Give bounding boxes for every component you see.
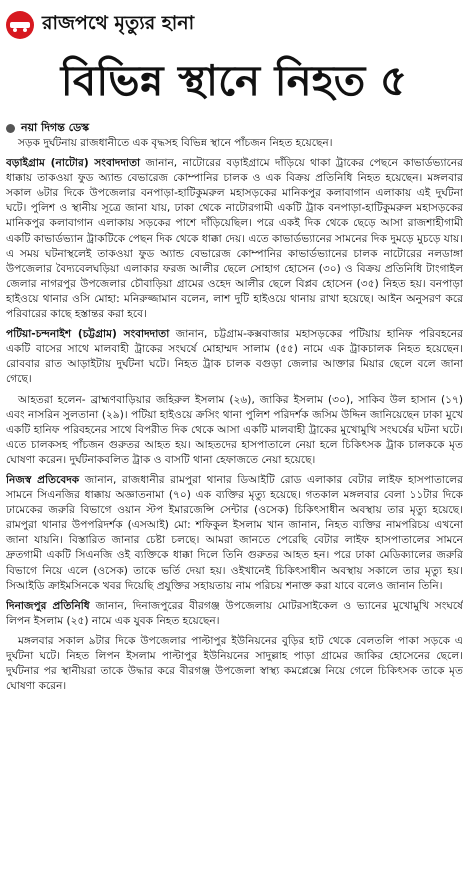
- paragraph-text: মঙ্গলবার সকাল ৯টার দিকে উপজেলার পাল্টাপুর ইউনিয়নের বুড়ির হাট থেকে বেলতলি পাকা সড়কে এ দুর্ঘটনা ঘটে। নিহত লিপন ইসলাম পাল্টাপুর ইউনিয়নের সাদুল্লাহ পাড়া গ্রামের জাকির হোসেনের ছেলে। দুর্ঘটনার পর স্থানীয়রা তাকে উদ্ধার করে বীরগঞ্জ উপজেলা স্বাস্থ্য কমপ্লেক্সে নিয়ে গেলে চিকিৎসক তাকে মৃত ঘোষণা করেন।: [6, 634, 463, 693]
- paragraph-text: জানান, রাজধানীর রামপুরা থানার ডিআইটি রোড এলাকার বেটার লাইফ হাসপাতালের সামনে সিএনজির ধাক্কায় অজ্ঞাতনামা (৭০) এক ব্যক্তির মৃত্যু হয়েছে। গতকাল মঙ্গলবার বেলা ১১টার দিকে ঢামেকের জরুরি বিভাগে ওয়ান স্টপ ইমারজেন্সি সেন্টার (ওসেক) চিকিৎসাধীন অবস্থায় তার মৃত্যু হয়েছে। রামপুরা থানার উপপরিদর্শক (এসআই) মো: শফিকুল ইসলাম খান জানান, নিহত ব্যক্তির নামপরিচয় এখনো জানা যায়নি। বিস্তারিত জানার চেষ্টা চলছে। আমরা জানতে পেরেছি বেটার লাইফ হাসপাতালের সামনে দ্রুতগামী একটি সিএনজি ওই ব্যক্তিকে ধাক্কা দিলে তিনি গুরুতর আহত হন। পরে ঢাকা মেডিক্যালের জরুরি বিভাগে নিয়ে এলে (ওসেক) তাকে ভর্তি দেয়া হয়। ওইখানেই চিকিৎসাধীন অবস্থায় সকালে তার মৃত্যু হয়। সিআইডি ক্রাইমসিনকে খবর দিয়েছি প্রযুক্তির সহায়তায় নাম পরিচয় শনাক্ত করা যাবে বলেও জানান তিনি।: [6, 473, 463, 592]
- article-paragraph: [6, 393, 463, 468]
- paragraph-lead: দিনাজপুর প্রতিনিধি: [6, 599, 90, 612]
- paragraph-text: জানান, নাটোরের বড়াইগ্রামে দাঁড়িয়ে থাকা ট্রাকের পেছনে কাভার্ডভ্যানের ধাক্কায় তাকওয়া ফুড অ্যান্ড বেভারেজ কোম্পানির চালক ও এক বিক্রয় প্রতিনিধি নিহত হয়েছেন। মঙ্গলবার সকাল ৬টার দিকে উপজেলার বনপাড়া-হাটিকুমরুল মহাসড়কের মানিকপুর কলাবাগান এলাকায় এই দুর্ঘটনা ঘটে। পুলিশ ও স্থানীয় সূত্রে জানা যায়, ঢাকা থেকে নাটোরগামী একটি ট্রাক বনপাড়া-হাটিকুমরুল মহাসড়কের মানিকপুর কলাবাগান এলাকায় সড়কের পাশে দাঁড়িয়েছিল। পরে একই দিক থেকে ছেড়ে আসা রাজশাহীগামী একটি কাভার্ডভ্যান ট্রাকটিকে পেছন দিক থেকে ধাক্কা দেয়। এতে কাভার্ডভ্যানের সামনের দিক দুমড়ে মুচড়ে যায়। এ সময় ঘটনাস্থলেই তাকওয়া ফুড অ্যান্ড বেভারেজ কোম্পানির কাভার্ডভ্যানের চালক নাটোরের নলডাঙ্গা উপজেলার বৈদ্যবেলঘড়িয়া এলাকার ফরজ আলীর ছেলে সোহাগ হোসেন (৩০) ও বিক্রয় প্রতিনিধি টাংগাইল জেলার নাগরপুর উপজেলার চৌবাড়িয়া গ্রামের ওহেদ আলীর ছেলে বিপ্লব হোসেন (৩৫) নিহত হয়। বনপাড়া হাইওয়ে থানার ওসি মোহা: মনিরুজ্জামান বলেন, লাশ দুটি হাইওয়ে থানায় রাখা হয়েছে। আইন অনুসরণ করে পরিবারের কাছে হস্তান্তর করা হবে।: [6, 157, 463, 321]
- headline: বিভিন্ন স্থানে নিহত ৫: [60, 56, 408, 105]
- car-crash-icon: [6, 11, 34, 39]
- paragraph-lead: বড়াইগ্রাম (নাটোর) সংবাদদাতা: [6, 157, 141, 170]
- byline-text: নয়া দিগন্ত ডেস্ক: [21, 121, 90, 135]
- article-paragraph: [6, 599, 463, 629]
- byline: [6, 120, 463, 136]
- paragraph-text: জানান, চট্টগ্রাম-কক্সবাজার মহাসড়কের পটিয়ায় হানিফ পরিবহনের একটি বাসের সাথে মালবাহী ট্রাকের সংঘর্ষে মোহাম্মদ সালাম (৫৫) নামে এক ট্রাকচালক নিহত হয়েছেন। রোববার রাত আড়াইটায় দুর্ঘটনা ঘটে। নিহত ট্রাক চালক বগুড়া জেলার আক্তার মিয়ার ছেলে বলে জানা গেছে।: [6, 328, 463, 386]
- article-body: [6, 120, 463, 872]
- intro-paragraph: [6, 136, 463, 151]
- article-paragraph: [6, 473, 463, 594]
- bullet-icon: [6, 124, 15, 133]
- paragraph-lead: পটিয়া-চন্দনাইশ (চট্টগ্রাম) সংবাদদাতা: [6, 328, 170, 341]
- paragraph-lead: নিজস্ব প্রতিবেদক: [6, 473, 80, 486]
- article-paragraph: [6, 156, 463, 322]
- article-paragraph: [6, 327, 463, 387]
- article-paragraph: [6, 634, 463, 694]
- section-tag: রাজপথে মৃত্যুর হানা: [42, 12, 195, 34]
- intro-text: সড়ক দুর্ঘটনায় রাজধানীতে এক বৃদ্ধসহ বিভিন্ন স্থানে পাঁচজন নিহত হয়েছেন।: [18, 137, 333, 149]
- paragraph-text: জানান, দিনাজপুরের বীরগঞ্জ উপজেলায় মোটরসাইকেল ও ভ্যানের মুখোমুখি সংঘর্ষে লিপন ইসলাম (২৫) নামে এক যুবক নিহত হয়েছেন।: [6, 599, 463, 627]
- section-tag-bar: [6, 8, 462, 42]
- paragraph-text: আহতরা হলেন- ব্রাহ্মণবাড়িয়ার জহিরুল ইসলাম (২৬), জাকির ইসলাম (৩০), সাকিব উল হাসান (১৭) এবং নাসরিন সুলতানা (২৯)। পটিয়া হাইওয়ে ক্রসিং থানা পুলিশ পরিদর্শক জসিম উদ্দিন জানিয়েছেন ঢাকা মুখে একটি হানিফ পরিবহনের সাথে বিপরীত দিক থেকে আসা একটি মালবাহী ট্রাকের মুখোমুখি সংঘর্ষের ঘটনা ঘটে। এতে চালকসহ পাঁচজন গুরুতর আহত হয়। আহতদের হাসপাতালে নেয়া হলে চিকিৎসক ট্রাক চালককে মৃত ঘোষণা করেন। দুর্ঘটনাকবলিত ট্রাক ও বাসটি থানা হেফাজতে নেয়া হয়েছে।: [6, 393, 463, 466]
